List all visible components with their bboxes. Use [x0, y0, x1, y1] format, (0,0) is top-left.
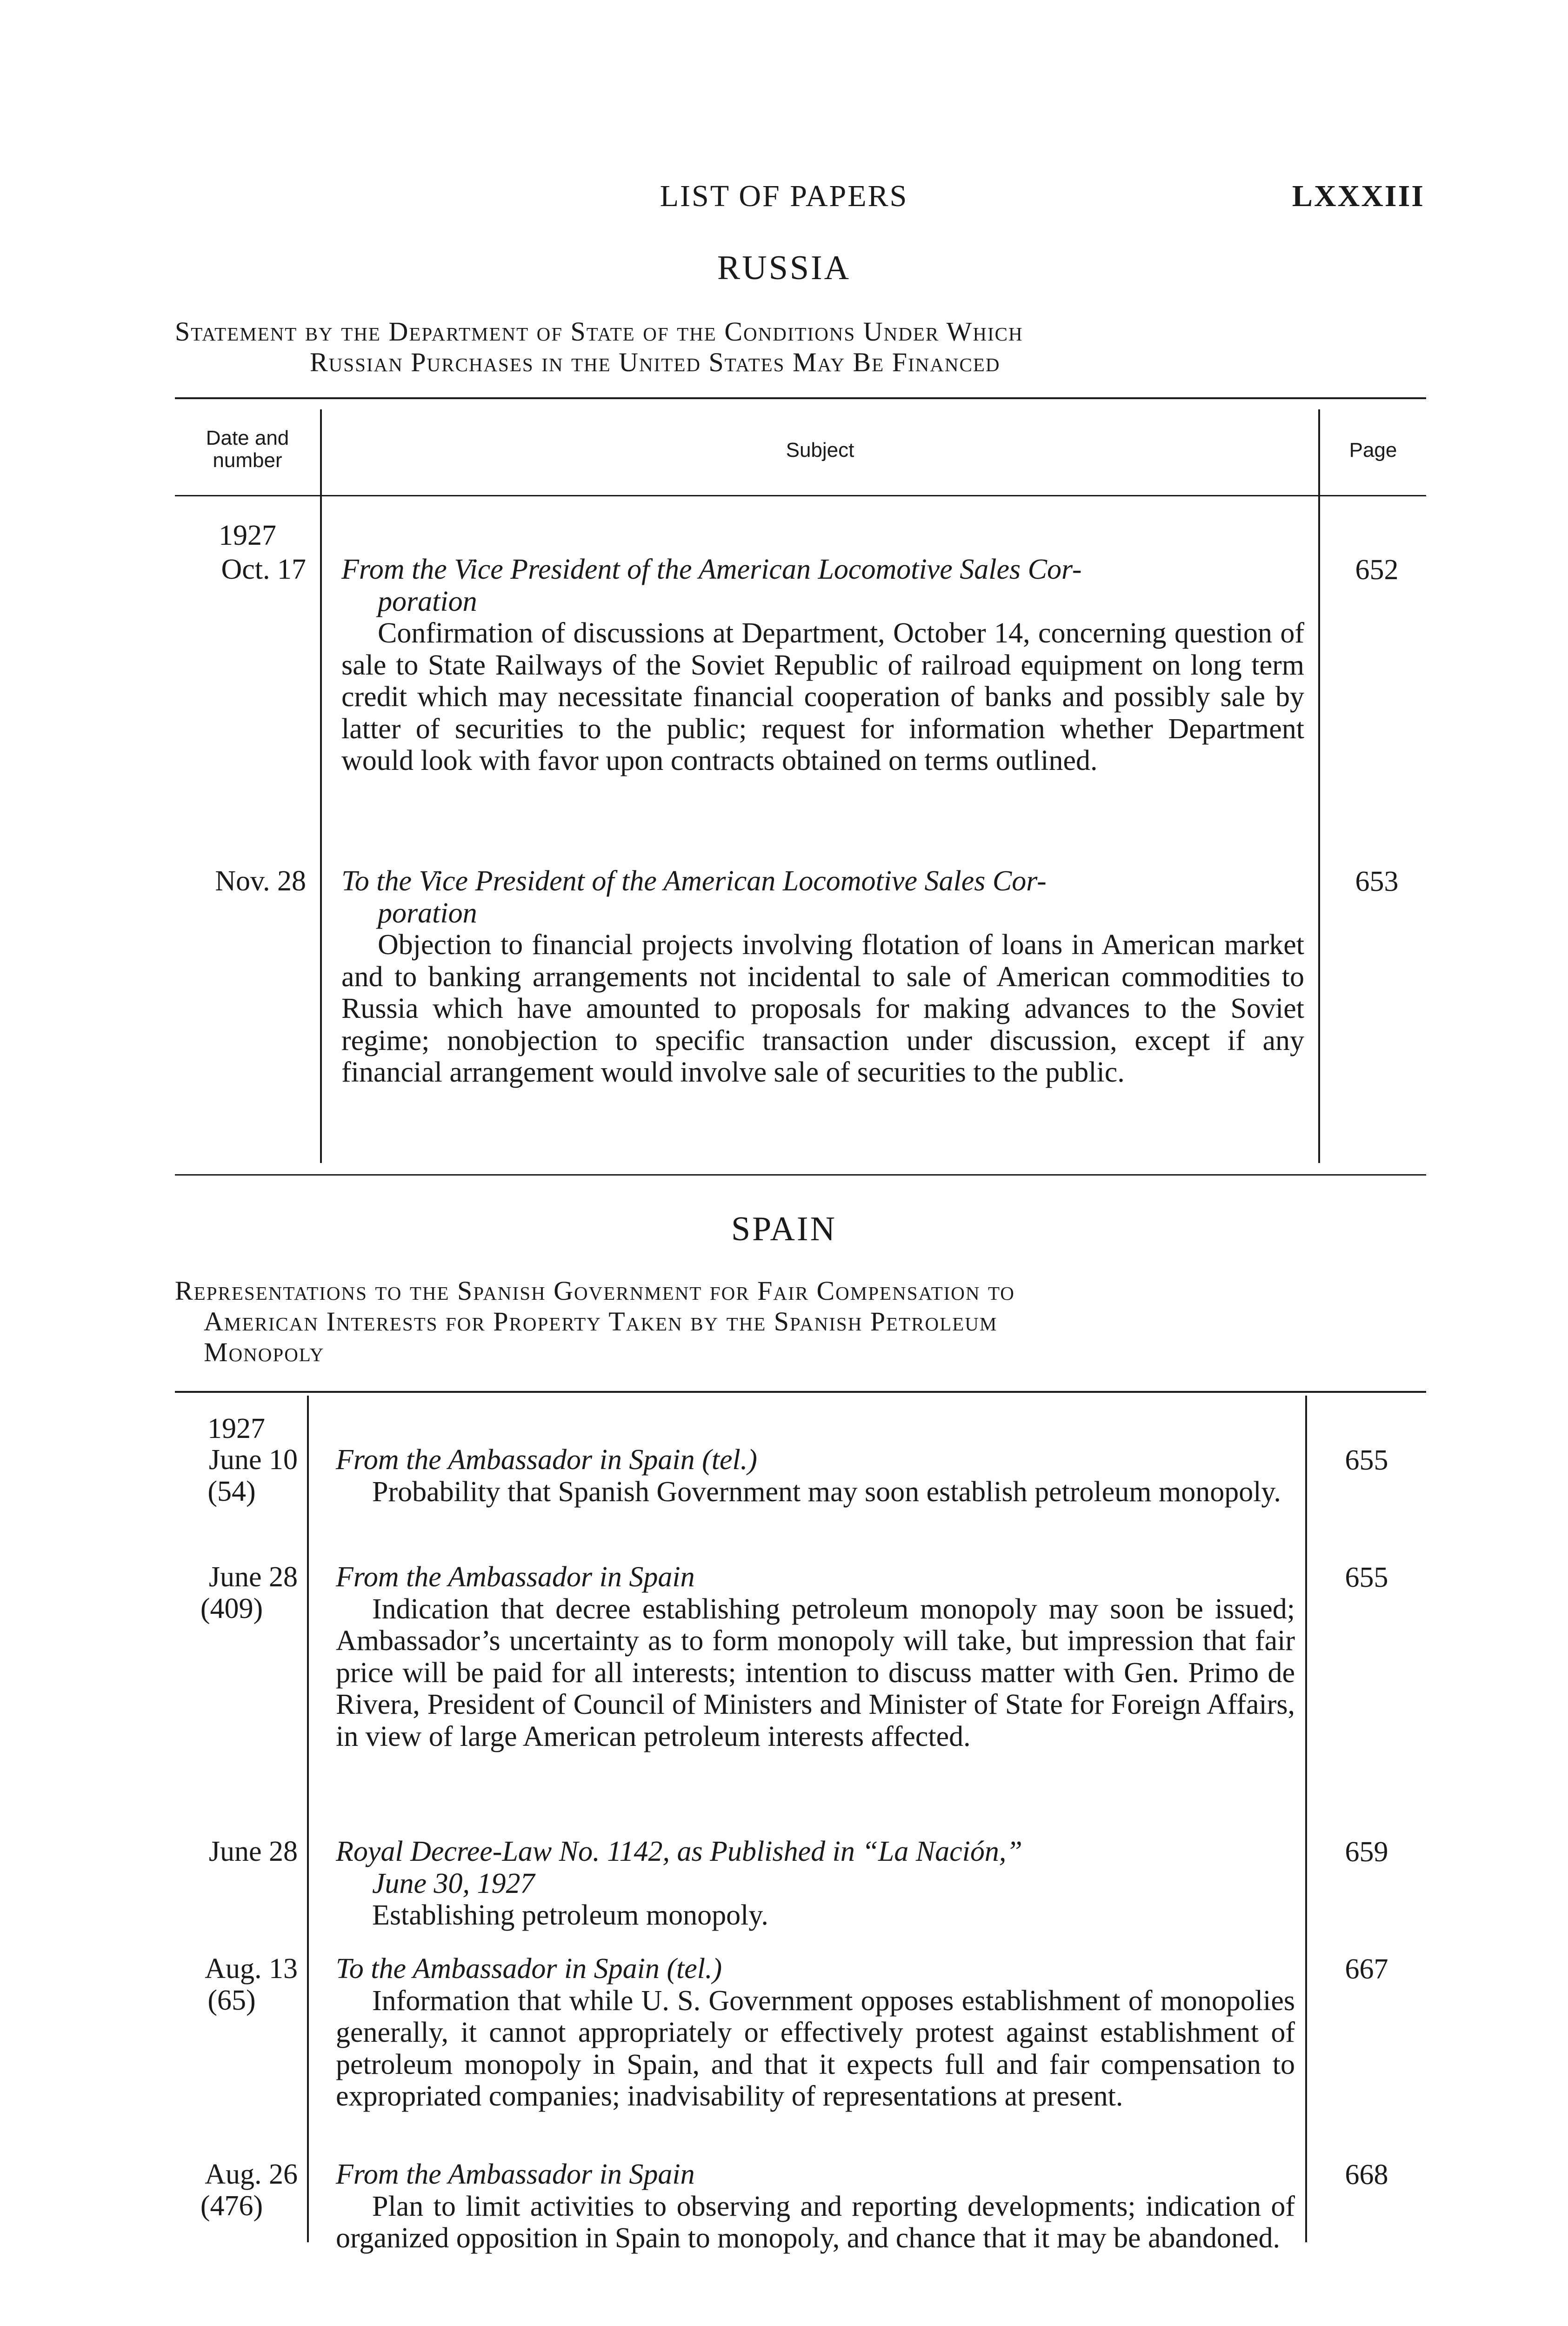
entry-date: Aug. 26 — [205, 2159, 298, 2190]
entry-date-block — [166, 2159, 298, 2222]
entry-date: June 28 — [208, 1561, 298, 1593]
section-title-russia: RUSSIA — [717, 249, 851, 287]
russia-heading — [175, 316, 1431, 378]
entry-page: 668 — [1345, 2159, 1388, 2191]
column-header-date: Date and number — [206, 427, 289, 472]
entry-summary: Information that while U. S. Government opposes establishment of monopolies generally, it cannot appropriately or effectively protest against establishment of petroleum monopoly in Spain, and that it expects full and fair compensation to expropriated companies; inadvisability of representations at present. — [336, 1985, 1295, 2112]
entry-number: (65) — [207, 1985, 256, 2016]
entry-number: (476) — [200, 2190, 263, 2222]
entry-title: From the Ambassador in Spain (tel.) — [336, 1444, 757, 1476]
entry-title: To the Vice President of the American Locomotive Sales Cor- — [341, 865, 1047, 897]
entry-title: Royal Decree-Law No. 1142, as Published in “La Nación,” — [336, 1836, 1022, 1867]
entry-date: June 28 — [208, 1836, 298, 1867]
entry-date-block — [166, 1836, 298, 1867]
entry-title: From the Ambassador in Spain — [336, 1561, 695, 1593]
table-top-rule — [175, 397, 1426, 399]
table-row — [336, 1444, 1295, 1508]
entry-date: Oct. 17 — [221, 554, 306, 585]
table-column-divider — [1318, 409, 1320, 1163]
column-header-page: Page — [1349, 439, 1397, 461]
russia-heading-line: Statement by the Department of State of the Conditions Under Which — [175, 316, 1023, 347]
table-header-rule — [175, 495, 1426, 496]
entry-summary: Establishing petroleum monopoly. — [372, 1899, 768, 1931]
entry-title: To the Ambassador in Spain (tel.) — [336, 1953, 722, 1985]
entry-summary: Objection to financial projects involving flotation of loans in American market and to banking arrangements not incidental to sale of American commodities to Russia which have amounted to proposals for making advances to the Soviet regime; nonobjection to specific transaction under discussion, except if any financial arrangement would involve sale of securities to the public. — [341, 929, 1304, 1088]
table-row — [336, 1953, 1295, 2112]
spain-heading-line: American Interests for Property Taken by the Spanish Petroleum — [204, 1306, 998, 1337]
spain-heading — [175, 1276, 1431, 1368]
entry-summary: Indication that decree establishing petroleum monopoly may soon be issued; Ambassador’s uncertainty as to form monopoly will take, but impression that fair price will be paid for all interests; intention to discuss matter with Gen. Primo de Rivera, President of Council of Ministers and Minister of State for Foreign Affairs, in view of large American petroleum interests affected. — [336, 1593, 1295, 1752]
spain-heading-line: Representations to the Spanish Government for Fair Compensation to — [175, 1276, 1015, 1306]
entry-page: 652 — [1355, 554, 1399, 586]
table-row — [336, 1836, 1295, 1932]
entry-title: From the Ambassador in Spain — [336, 2159, 695, 2190]
entry-date: Nov. 28 — [215, 865, 306, 897]
entry-date: June 10 — [208, 1444, 298, 1476]
table-row — [336, 1561, 1295, 1752]
running-title: LIST OF PAPERS — [660, 179, 908, 213]
entry-summary: Probability that Spanish Government may soon establish petroleum monopoly. — [372, 1476, 1281, 1508]
table-row — [341, 865, 1304, 1089]
table-row — [341, 554, 1304, 777]
entry-page: 667 — [1345, 1953, 1388, 1985]
year-label: 1927 — [207, 1413, 265, 1444]
section-title-spain: SPAIN — [731, 1210, 837, 1248]
entry-date-block — [166, 1444, 298, 1507]
table-column-divider — [307, 1396, 309, 2242]
spain-heading-line: Monopoly — [204, 1337, 325, 1367]
entry-number: (409) — [200, 1593, 263, 1624]
entry-summary: Plan to limit activities to observing and reporting developments; indication of organized opposition in Spain to monopoly, and chance that it may be abandoned. — [336, 2190, 1295, 2254]
entry-title-continued: June 30, 1927 — [372, 1867, 535, 1899]
entry-page: 655 — [1345, 1444, 1388, 1476]
entry-page: 653 — [1355, 866, 1399, 897]
entry-number: (54) — [207, 1476, 256, 1507]
table-column-divider — [1305, 1396, 1307, 2242]
table-column-divider — [320, 409, 322, 1163]
entry-title-continued: poration — [378, 897, 477, 929]
entry-page: 655 — [1345, 1562, 1388, 1593]
page-folio: LXXXIII — [1292, 179, 1425, 213]
entry-title: From the Vice President of the American Locomotive Sales Cor- — [341, 554, 1082, 585]
table-top-rule — [175, 1391, 1426, 1393]
table-row — [336, 2159, 1295, 2254]
table-bottom-rule — [175, 1174, 1426, 1176]
entry-date-block — [166, 1953, 298, 2016]
entry-summary: Confirmation of discussions at Department, October 14, concerning question of sale to State Railways of the Soviet Republic of railroad equipment on long term credit which may necessitate financial cooperation of banks and possibly sale by latter of securities to the public; request for information whether Department would look with favor upon contracts obtained on terms outlined. — [341, 617, 1304, 776]
column-header-subject: Subject — [786, 439, 854, 461]
entry-title-continued: poration — [378, 585, 477, 617]
entry-date: Aug. 13 — [205, 1953, 298, 1985]
entry-date-block — [166, 1561, 298, 1624]
russia-heading-line: Russian Purchases in the United States May Be Financed — [310, 347, 1001, 377]
entry-page: 659 — [1345, 1836, 1388, 1868]
year-label: 1927 — [219, 520, 276, 551]
